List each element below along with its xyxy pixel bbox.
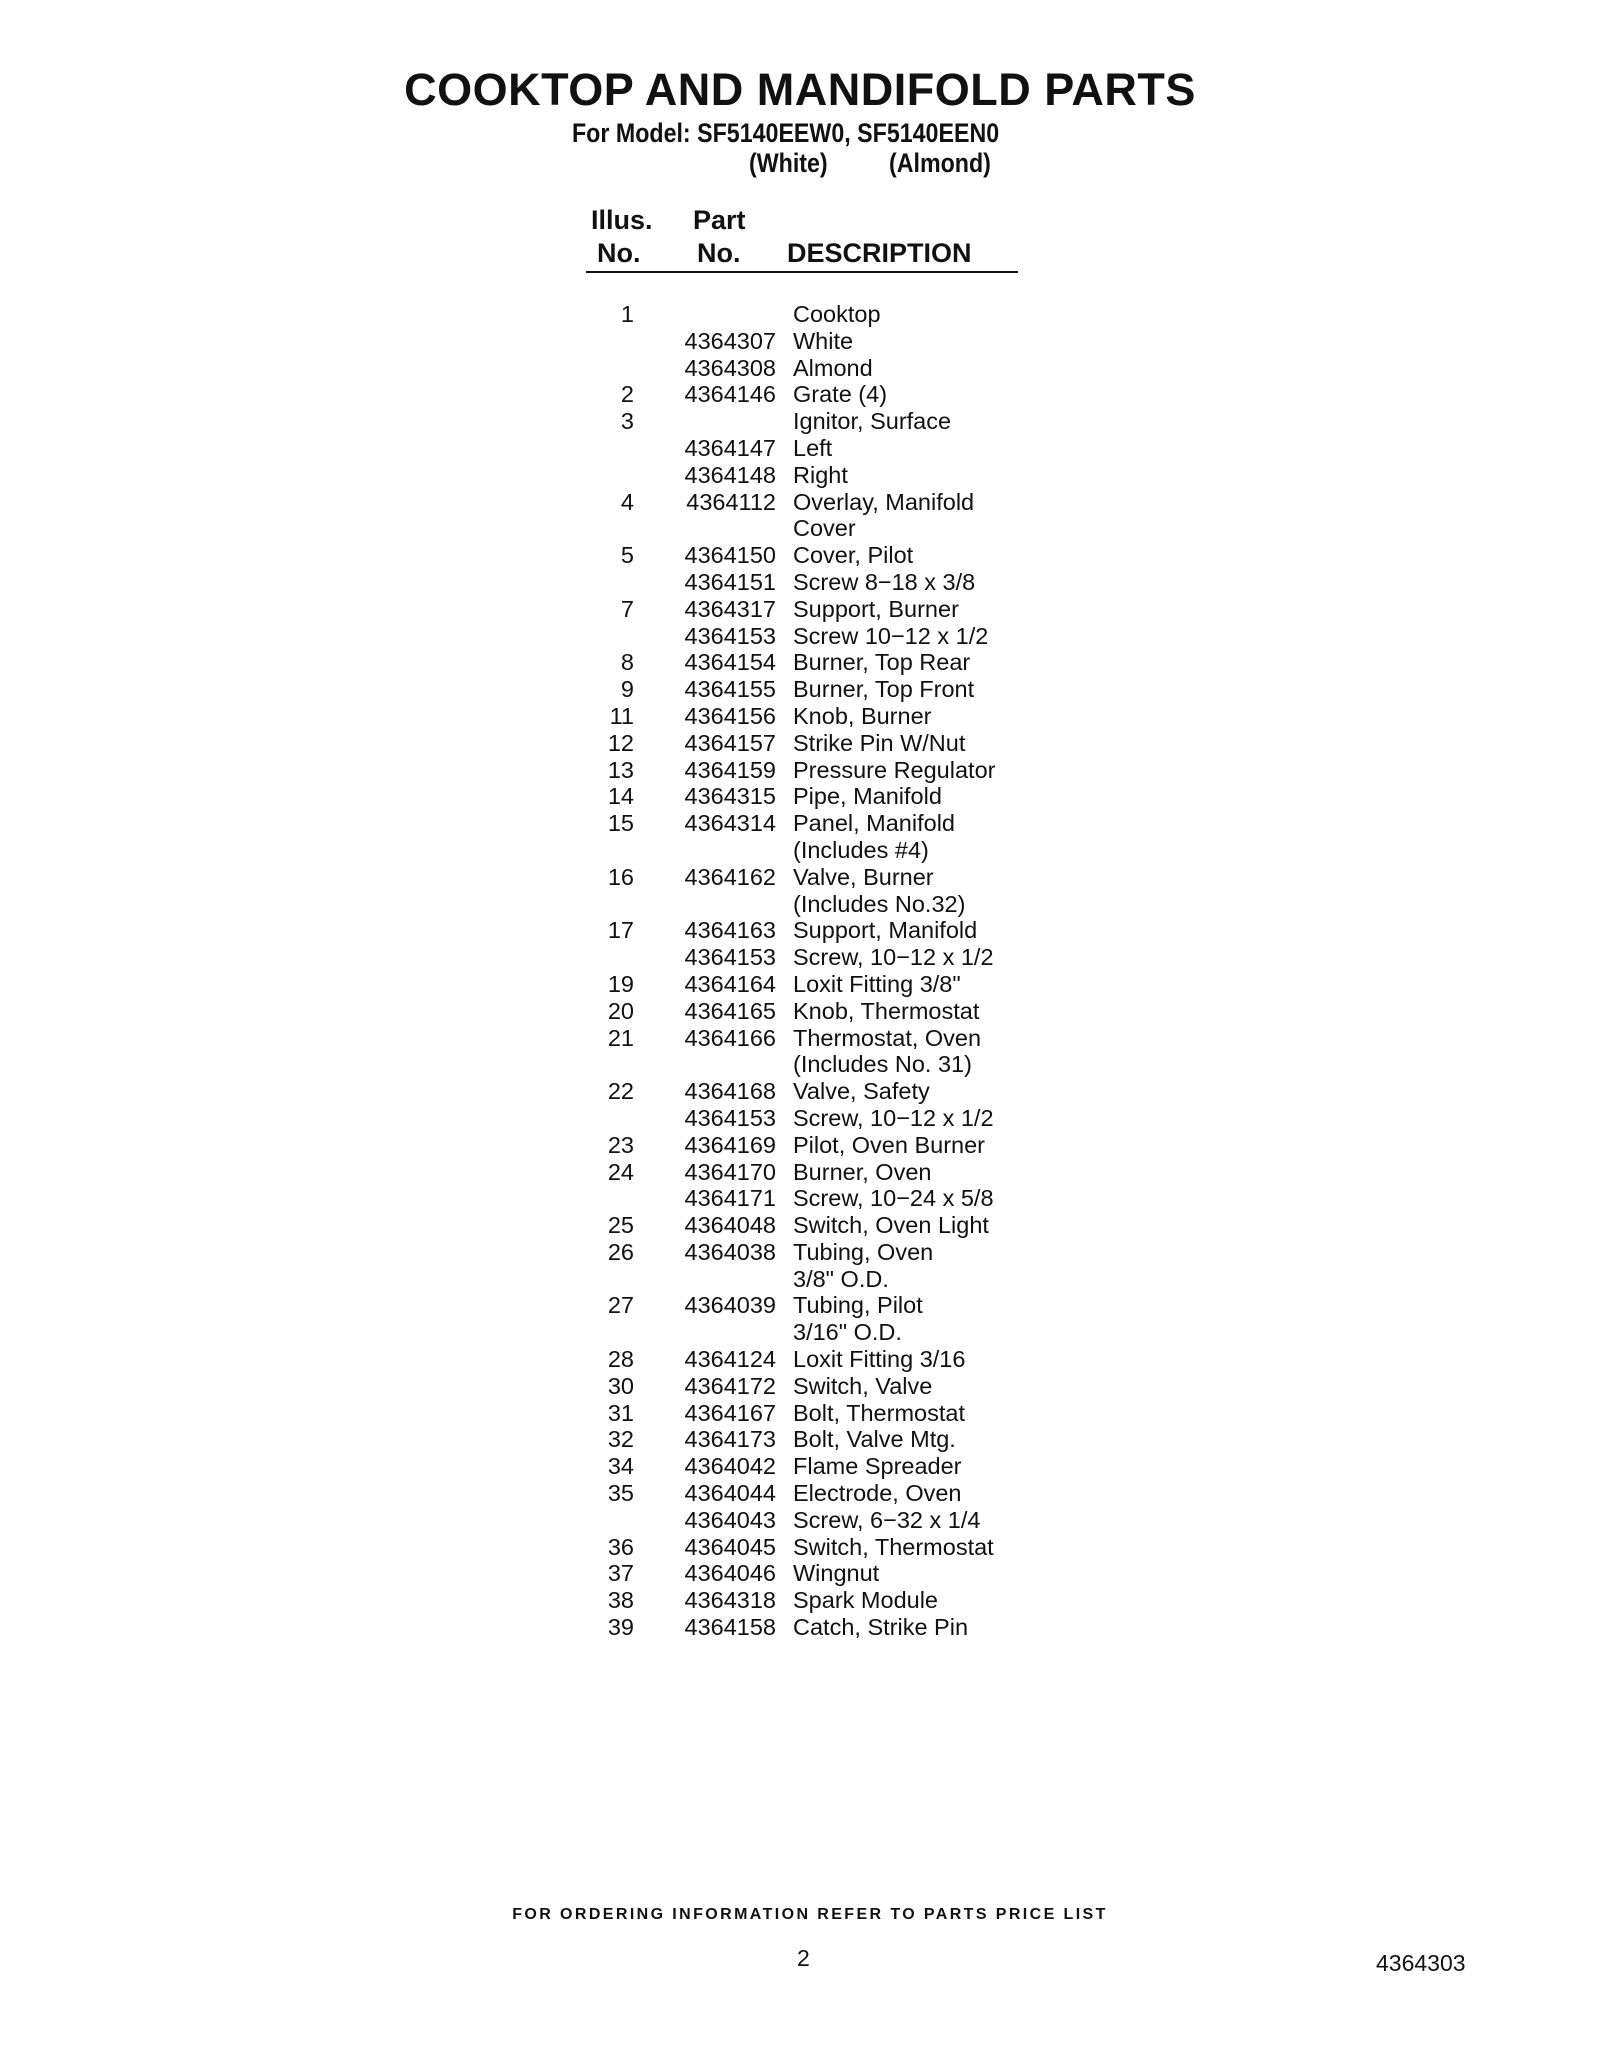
part-description: Almond [793, 354, 873, 381]
table-row [0, 971, 1600, 998]
model-line: For Model: SF5140EEW0, SF5140EEN0 [572, 118, 1000, 148]
part-description: White [793, 327, 854, 354]
part-description: Pressure Regulator [793, 756, 996, 783]
part-description: Thermostat, Oven [793, 1024, 982, 1051]
table-row [0, 1507, 1600, 1534]
part-description: Screw, 10−12 x 1/2 [793, 944, 994, 971]
table-row [0, 381, 1600, 408]
part-description: (Includes No. 31) [793, 1051, 972, 1078]
part-description: Panel, Manifold [793, 810, 955, 837]
color-label-almond: (Almond) [889, 148, 991, 178]
illus-number: 7 [620, 595, 634, 622]
table-row [0, 569, 1600, 596]
part-description: Support, Burner [793, 595, 959, 622]
table-row [0, 1078, 1600, 1105]
column-header-description: DESCRIPTION [787, 238, 972, 268]
illus-number: 24 [607, 1158, 634, 1185]
part-number: 4364146 [684, 381, 776, 408]
part-description: Catch, Strike Pin [793, 1614, 969, 1641]
part-description: Cover, Pilot [793, 542, 914, 569]
table-row [0, 1239, 1600, 1266]
table-row [0, 596, 1600, 623]
part-description: Left [793, 434, 833, 461]
part-number: 4364043 [684, 1506, 776, 1533]
table-row [0, 1185, 1600, 1212]
table-row [0, 435, 1600, 462]
part-number: 4364317 [684, 595, 776, 622]
part-description: Wingnut [793, 1560, 880, 1587]
table-row [0, 1534, 1600, 1561]
part-number: 4364164 [684, 970, 776, 997]
table-row [0, 1373, 1600, 1400]
table-row [0, 1159, 1600, 1186]
part-description: Switch, Thermostat [793, 1533, 994, 1560]
part-number: 4364168 [684, 1078, 776, 1105]
table-row [0, 1400, 1600, 1427]
illus-number: 32 [607, 1426, 634, 1453]
part-description: Screw, 10−24 x 5/8 [793, 1185, 994, 1212]
part-number: 4364045 [684, 1533, 776, 1560]
illus-number: 36 [607, 1533, 634, 1560]
part-description: Pilot, Oven Burner [793, 1131, 986, 1158]
part-number: 4364153 [684, 622, 776, 649]
parts-list [0, 301, 1600, 1641]
part-number: 4364038 [684, 1238, 776, 1265]
column-header-illus-line2: No. [597, 238, 641, 268]
part-description: Screw, 6−32 x 1/4 [793, 1506, 981, 1533]
part-description: 3/16" O.D. [793, 1319, 902, 1346]
part-description: Switch, Oven Light [793, 1212, 989, 1239]
table-row [0, 408, 1600, 435]
page-title: COOKTOP AND MANDIFOLD PARTS [404, 64, 1196, 115]
part-number: 4364308 [684, 354, 776, 381]
table-row [0, 1266, 1600, 1293]
illus-number: 3 [620, 408, 634, 435]
table-row [0, 864, 1600, 891]
part-number: 4364307 [684, 327, 776, 354]
part-number: 4364112 [686, 488, 776, 515]
table-row [0, 1051, 1600, 1078]
illus-number: 20 [607, 997, 634, 1024]
illus-number: 28 [607, 1346, 634, 1373]
part-description: Burner, Top Rear [793, 649, 971, 676]
part-number: 4364046 [684, 1560, 776, 1587]
part-description: Electrode, Oven [793, 1480, 962, 1507]
table-row [0, 1132, 1600, 1159]
part-number: 4364173 [684, 1426, 776, 1453]
part-description: Valve, Burner [793, 863, 934, 890]
part-number: 4364039 [684, 1292, 776, 1319]
table-row [0, 515, 1600, 542]
part-number: 4364154 [684, 649, 776, 676]
part-number: 4364153 [684, 944, 776, 971]
illus-number: 17 [607, 917, 634, 944]
table-row [0, 1614, 1600, 1641]
part-number: 4364170 [684, 1158, 776, 1185]
part-description: Flame Spreader [793, 1453, 962, 1480]
illus-number: 34 [607, 1453, 634, 1480]
part-description: Burner, Top Front [793, 676, 975, 703]
part-number: 4364172 [684, 1372, 776, 1399]
part-description: 3/8" O.D. [793, 1265, 889, 1292]
illus-number: 35 [607, 1480, 634, 1507]
part-description: Screw 8−18 x 3/8 [793, 568, 976, 595]
table-row [0, 1105, 1600, 1132]
illus-number: 38 [607, 1587, 634, 1614]
illus-number: 27 [607, 1292, 634, 1319]
part-description: Right [793, 461, 848, 488]
table-row [0, 489, 1600, 516]
part-number: 4364150 [684, 542, 776, 569]
column-header-part-line2: No. [697, 238, 741, 268]
illus-number: 26 [607, 1238, 634, 1265]
table-row [0, 998, 1600, 1025]
illus-number: 11 [609, 702, 634, 729]
part-description: Knob, Burner [793, 702, 932, 729]
illus-number: 1 [620, 301, 634, 327]
part-number: 4364166 [684, 1024, 776, 1051]
part-description: Valve, Safety [793, 1078, 930, 1105]
part-description: Ignitor, Surface [793, 408, 952, 435]
illus-number: 39 [607, 1614, 634, 1641]
table-row [0, 757, 1600, 784]
part-description: Knob, Thermostat [793, 997, 980, 1024]
ordering-note: FOR ORDERING INFORMATION REFER TO PARTS PRICE LIST [512, 1906, 1108, 1923]
table-row [0, 891, 1600, 918]
part-number: 4364156 [684, 702, 776, 729]
illus-number: 5 [620, 542, 634, 569]
part-description: Tubing, Oven [793, 1238, 934, 1265]
table-row [0, 649, 1600, 676]
part-number: 4364169 [684, 1131, 776, 1158]
part-number: 4364318 [684, 1587, 776, 1614]
table-row [0, 1587, 1600, 1614]
part-description: Cooktop [793, 301, 881, 327]
part-description: Loxit Fitting 3/16 [793, 1346, 966, 1373]
illus-number: 15 [607, 810, 634, 837]
part-number: 4364165 [684, 997, 776, 1024]
part-description: Bolt, Thermostat [793, 1399, 965, 1426]
part-number: 4364044 [684, 1480, 776, 1507]
table-row [0, 1426, 1600, 1453]
column-header-illus-line1: Illus. [591, 205, 653, 235]
part-number: 4364167 [684, 1399, 776, 1426]
illus-number: 13 [607, 756, 634, 783]
table-row [0, 837, 1600, 864]
part-number: 4364158 [684, 1614, 776, 1641]
table-row [0, 730, 1600, 757]
part-number: 4364147 [684, 434, 776, 461]
part-number: 4364048 [684, 1212, 776, 1239]
illus-number: 37 [607, 1560, 634, 1587]
color-label-white: (White) [749, 148, 828, 178]
part-description: Strike Pin W/Nut [793, 729, 966, 756]
table-row [0, 1212, 1600, 1239]
part-description: Spark Module [793, 1587, 938, 1614]
part-number: 4364042 [684, 1453, 776, 1480]
part-description: Burner, Oven [793, 1158, 932, 1185]
table-row [0, 917, 1600, 944]
part-number: 4364148 [684, 461, 776, 488]
page-number: 2 [797, 1945, 810, 1971]
table-row [0, 703, 1600, 730]
part-description: (Includes No.32) [793, 890, 966, 917]
table-row [0, 1346, 1600, 1373]
part-number: 4364151 [684, 568, 776, 595]
illus-number: 22 [607, 1078, 634, 1105]
part-description: Switch, Valve [793, 1372, 933, 1399]
illus-number: 4 [620, 488, 634, 515]
part-number: 4364153 [684, 1104, 776, 1131]
illus-number: 31 [607, 1399, 634, 1426]
part-description: (Includes #4) [793, 836, 929, 863]
part-number: 4364159 [684, 756, 776, 783]
table-row [0, 1025, 1600, 1052]
part-number: 4364124 [684, 1346, 776, 1373]
illus-number: 2 [620, 381, 634, 408]
table-row [0, 1453, 1600, 1480]
table-row [0, 328, 1600, 355]
table-row [0, 301, 1600, 328]
illus-number: 23 [607, 1131, 634, 1158]
column-header-part-line1: Part [693, 205, 746, 235]
illus-number: 21 [607, 1024, 634, 1051]
illus-number: 9 [620, 676, 634, 703]
illus-number: 16 [607, 863, 634, 890]
part-number: 4364171 [684, 1185, 776, 1212]
part-number: 4364314 [684, 810, 776, 837]
header-rule [586, 271, 1018, 273]
part-number: 4364157 [684, 729, 776, 756]
illus-number: 25 [607, 1212, 634, 1239]
table-row [0, 676, 1600, 703]
illus-number: 8 [620, 649, 634, 676]
table-row [0, 810, 1600, 837]
table-row [0, 623, 1600, 650]
table-row [0, 542, 1600, 569]
part-number: 4364155 [684, 676, 776, 703]
table-row [0, 1292, 1600, 1319]
part-description: Loxit Fitting 3/8" [793, 970, 961, 997]
part-description: Support, Manifold [793, 917, 978, 944]
illus-number: 30 [607, 1372, 634, 1399]
illus-number: 14 [607, 783, 634, 810]
part-description: Grate (4) [793, 381, 888, 408]
part-number: 4364162 [684, 863, 776, 890]
illus-number: 12 [607, 729, 634, 756]
part-description: Screw 10−12 x 1/2 [793, 622, 989, 649]
table-row [0, 1560, 1600, 1587]
table-row [0, 355, 1600, 382]
table-row [0, 1480, 1600, 1507]
table-row [0, 783, 1600, 810]
table-row [0, 1319, 1600, 1346]
part-description: Tubing, Pilot [793, 1292, 923, 1319]
part-description: Pipe, Manifold [793, 783, 942, 810]
part-description: Bolt, Valve Mtg. [793, 1426, 956, 1453]
part-description: Overlay, Manifold [793, 488, 975, 515]
document-number: 4364303 [1376, 1950, 1466, 1976]
table-row [0, 944, 1600, 971]
part-number: 4364163 [684, 917, 776, 944]
part-number: 4364315 [684, 783, 776, 810]
part-description: Cover [793, 515, 856, 542]
table-row [0, 462, 1600, 489]
part-description: Screw, 10−12 x 1/2 [793, 1104, 994, 1131]
illus-number: 19 [607, 970, 634, 997]
